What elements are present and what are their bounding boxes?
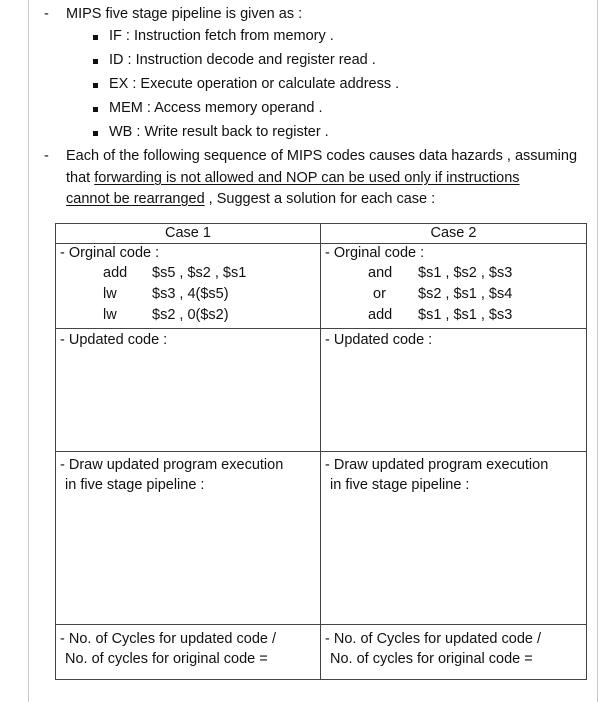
case2-cycles-cell: [321, 625, 587, 680]
bullet-icon: [93, 35, 98, 40]
bullet-icon: [93, 59, 98, 64]
case2-cycles-label-1: - No. of Cycles for updated code /: [325, 631, 541, 647]
question-dash: -: [44, 148, 49, 164]
case2-code-op: or: [373, 286, 386, 302]
case1-original-cell: [56, 244, 321, 329]
case2-header: Case 2: [321, 224, 587, 244]
stage-wb: WB : Write result back to register .: [109, 124, 329, 140]
case2-draw-cell: [321, 452, 587, 625]
case2-code-args: $s1 , $s1 , $s3: [418, 307, 513, 323]
case1-code-args: $s3 , 4($s5): [152, 286, 229, 302]
stage-id: ID : Instruction decode and register read .: [109, 52, 376, 68]
case1-draw-label-1: - Draw updated program execution: [60, 457, 284, 473]
case2-draw-label-2: in five stage pipeline :: [330, 477, 470, 493]
cases-table: [55, 223, 587, 680]
bullet-icon: [93, 83, 98, 88]
case1-cycles-label-2: No. of cycles for original code =: [65, 651, 268, 667]
case1-updated-label: - Updated code :: [60, 332, 168, 348]
case1-draw-label-2: in five stage pipeline :: [65, 477, 205, 493]
bullet-icon: [93, 131, 98, 136]
case2-updated-label: - Updated code :: [325, 332, 433, 348]
case1-code-op: add: [103, 265, 128, 281]
case2-code-op: and: [368, 265, 393, 281]
question-underlined-text: forwarding is not allowed and NOP can be used only if instructions: [94, 170, 520, 186]
case2-code-args: $s1 , $s2 , $s3: [418, 265, 513, 281]
case2-code-op: add: [368, 307, 393, 323]
case1-code-args: $s5 , $s2 , $s1: [152, 265, 247, 281]
case1-updated-cell: [56, 329, 321, 452]
case2-updated-cell: [321, 329, 587, 452]
case2-cycles-label-2: No. of cycles for original code =: [330, 651, 533, 667]
stage-ex: EX : Execute operation or calculate address .: [109, 76, 400, 92]
case2-original-label: - Orginal code :: [325, 245, 425, 261]
case1-code-args: $s2 , 0($s2): [152, 307, 229, 323]
case1-draw-cell: [56, 452, 321, 625]
case2-original-cell: [321, 244, 587, 329]
case1-code-op: lw: [103, 286, 117, 302]
question-underlined-text: cannot be rearranged: [66, 191, 205, 207]
case1-cycles-label-1: - No. of Cycles for updated code /: [60, 631, 276, 647]
intro-heading: MIPS five stage pipeline is given as :: [66, 6, 303, 22]
question-line-3: cannot be rearranged , Suggest a solution for each case :: [66, 191, 436, 207]
case1-cycles-cell: [56, 625, 321, 680]
question-line-2: that forwarding is not allowed and NOP can be used only if instructions: [66, 170, 520, 186]
case1-code-op: lw: [103, 307, 117, 323]
case2-draw-label-1: - Draw updated program execution: [325, 457, 549, 473]
case1-original-label: - Orginal code :: [60, 245, 160, 261]
stage-mem: MEM : Access memory operand .: [109, 100, 323, 116]
stage-if: IF : Instruction fetch from memory .: [109, 28, 334, 44]
intro-dash: -: [44, 6, 49, 22]
bullet-icon: [93, 107, 98, 112]
case1-header: Case 1: [56, 224, 321, 244]
question-line-1: Each of the following sequence of MIPS codes causes data hazards , assuming: [66, 148, 578, 164]
case2-code-args: $s2 , $s1 , $s4: [418, 286, 513, 302]
